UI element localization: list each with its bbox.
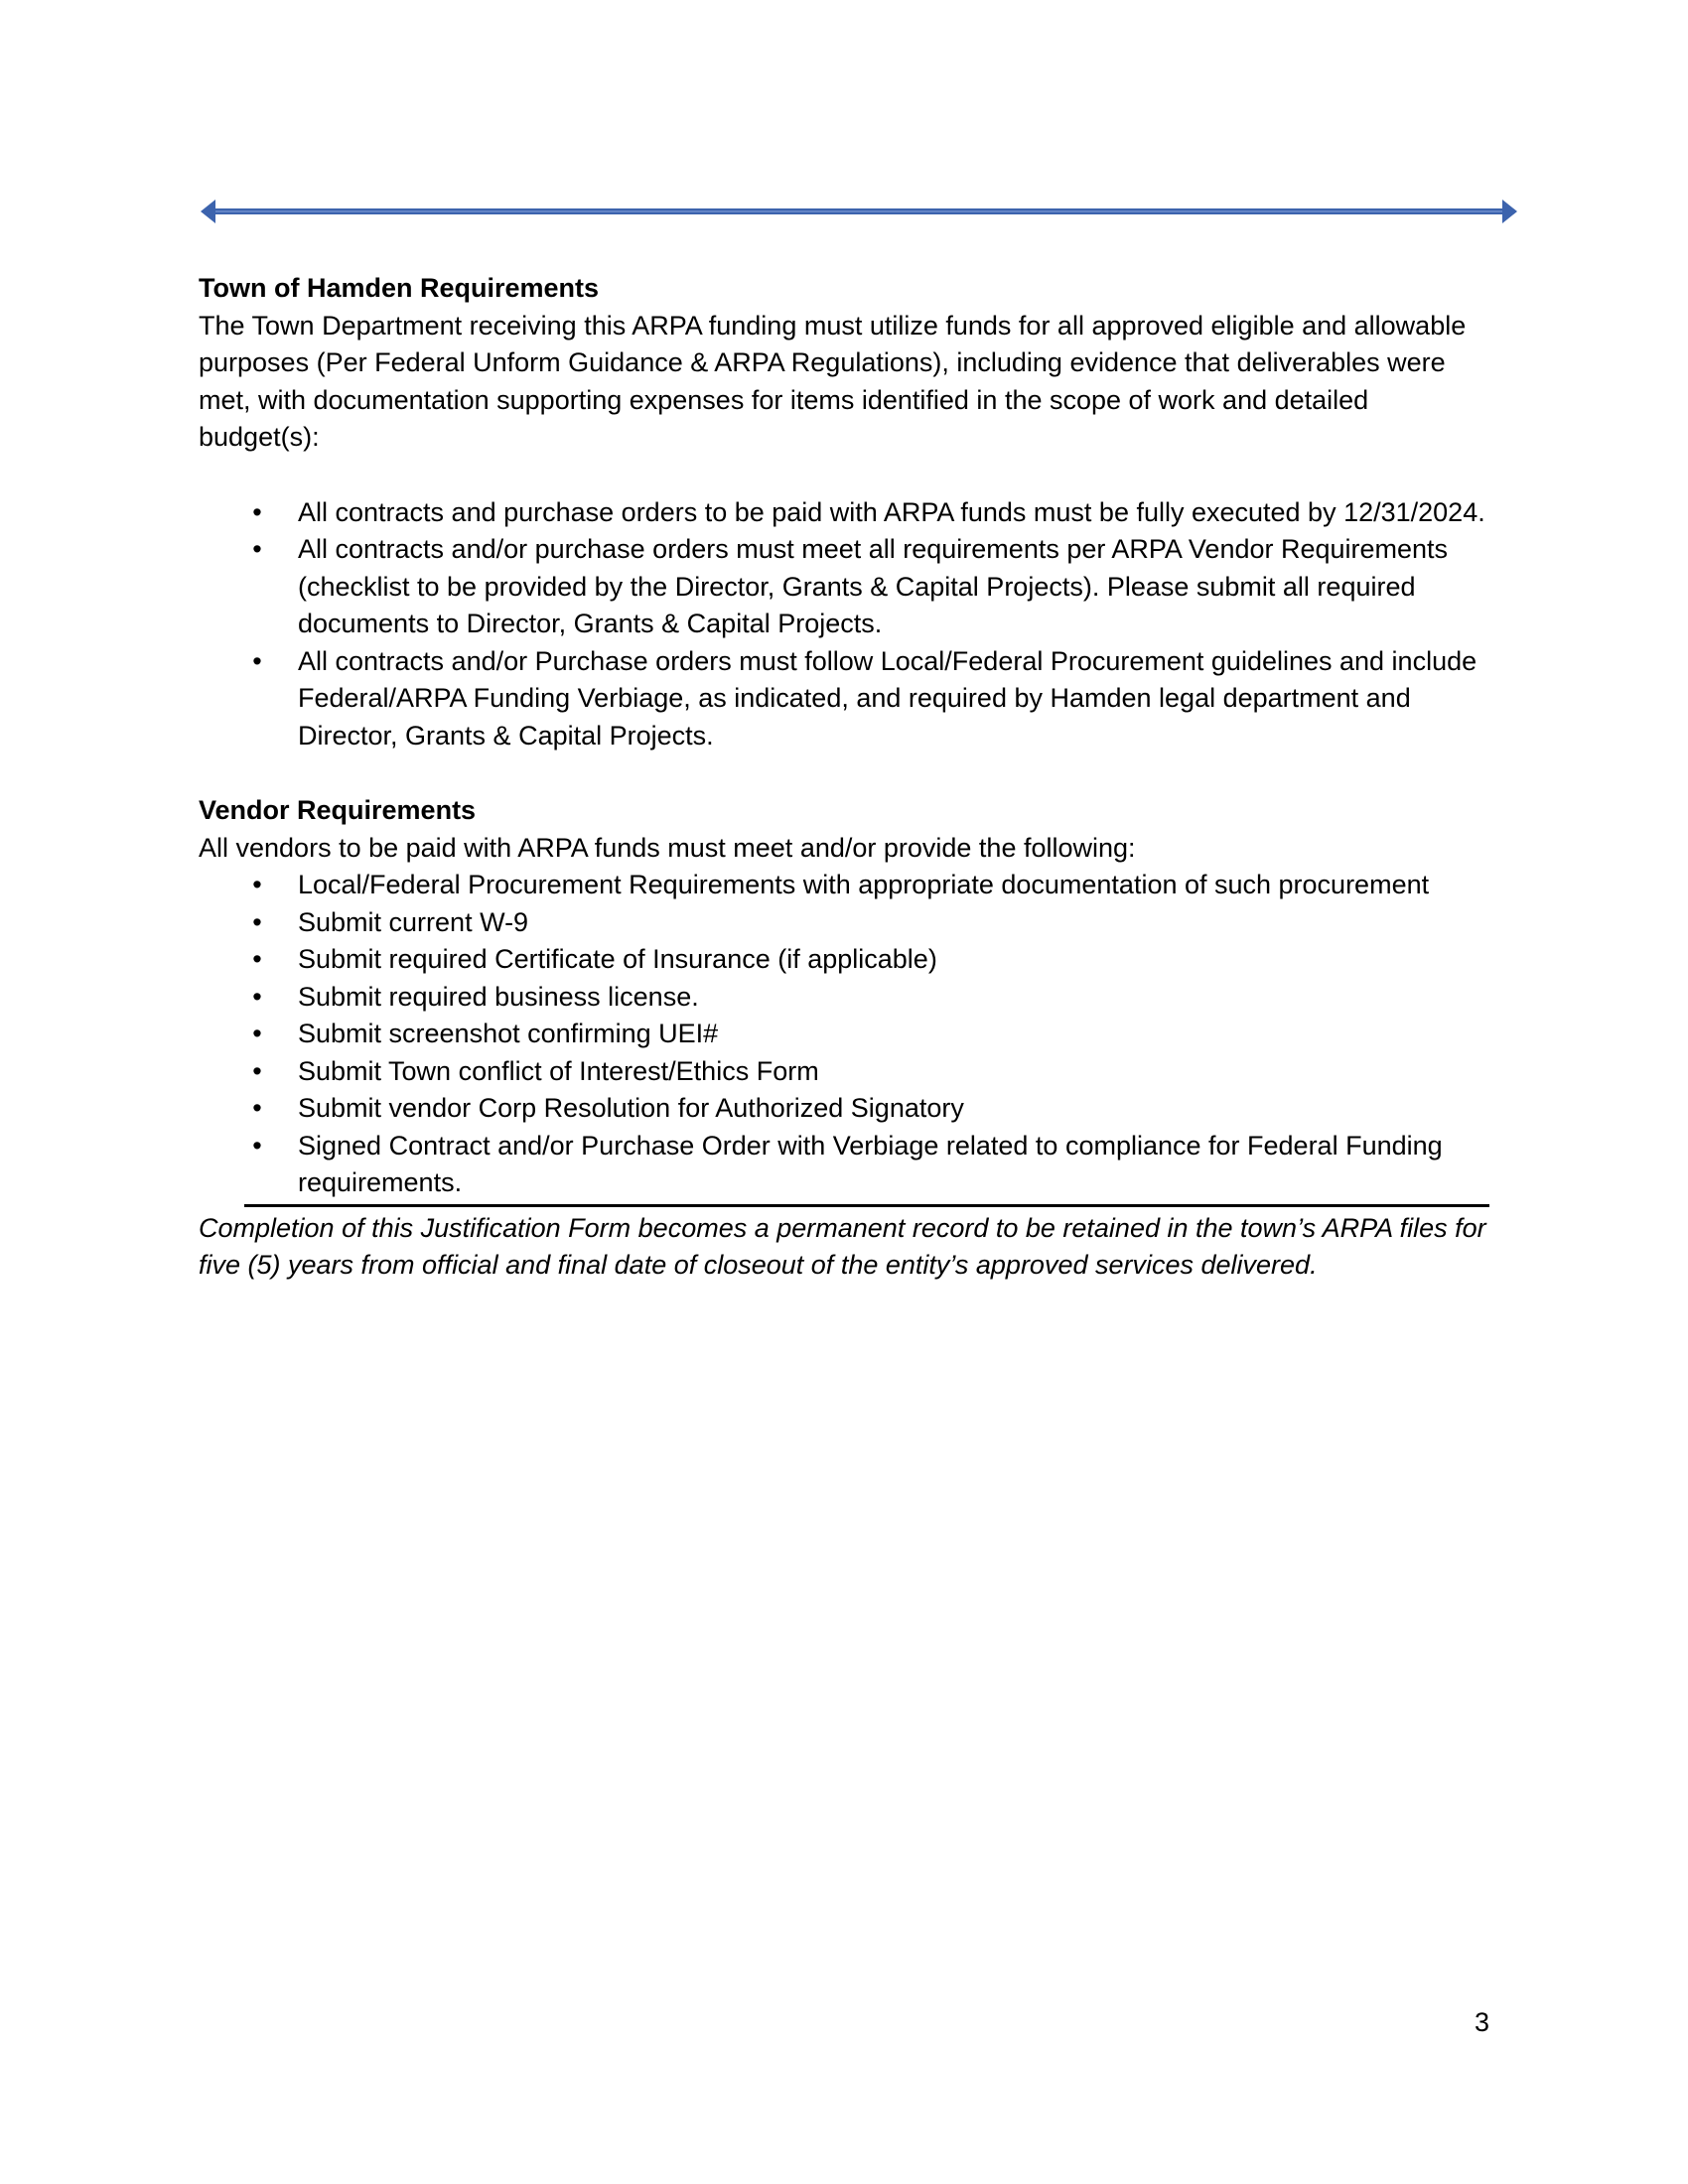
town-requirements-list	[199, 494, 1489, 755]
horizontal-rule	[244, 1204, 1489, 1207]
list-item: • All contracts and purchase orders to be paid with ARPA funds must be fully executed by 12/31/2024.	[199, 494, 1489, 532]
bullet-icon: •	[252, 534, 262, 564]
bullet-icon: •	[252, 981, 262, 1012]
bullet-icon: •	[252, 870, 262, 899]
town-requirements-intro: The Town Department receiving this ARPA funding must utilize funds for all approved eligible and allowable purposes (Per Federal Unform Guidance & ARPA Regulations), including evidence that deliverables were met, with documentation supporting expenses for items identified in the scope of work and detailed budget(s):	[199, 310, 1467, 452]
list-item: • Signed Contract and/or Purchase Order with Verbiage related to compliance for Federal Funding requirements.	[199, 1128, 1489, 1202]
list-item: • Submit vendor Corp Resolution for Authorized Signatory	[199, 1090, 1489, 1128]
vendor-requirements-heading: Vendor Requirements	[199, 795, 477, 825]
vendor-requirements-intro: All vendors to be paid with ARPA funds must meet and/or provide the following:	[199, 832, 1136, 863]
list-item: • All contracts and/or purchase orders must meet all requirements per ARPA Vendor Requirements (checklist to be provided by the Director, Grants & Capital Projects). Please submit all required documents to Director, Grants & Capital Projects.	[199, 531, 1489, 643]
list-item: • All contracts and/or Purchase orders must follow Local/Federal Procurement guidelines and include Federal/ARPA Funding Verbiage, as indicated, and required by Hamden legal department and Director, Grants & Capital Projects.	[199, 643, 1489, 755]
document-body	[199, 270, 1489, 1285]
vendor-requirements-section	[199, 792, 1489, 1202]
list-item: • Local/Federal Procurement Requirements with appropriate documentation of such procurement	[199, 867, 1489, 904]
bullet-icon: •	[252, 1019, 262, 1048]
bullet-icon: •	[252, 944, 262, 974]
town-requirements-heading: Town of Hamden Requirements	[199, 273, 600, 303]
bullet-icon: •	[252, 1093, 262, 1123]
bullet-icon: •	[252, 496, 262, 527]
list-item: • Submit current W-9	[199, 904, 1489, 942]
list-item: • Submit required Certificate of Insurance (if applicable)	[199, 941, 1489, 979]
bullet-icon: •	[252, 1055, 262, 1086]
vendor-requirements-list	[199, 867, 1489, 1202]
page-number: 3	[1474, 2007, 1489, 2037]
town-requirements-section	[199, 270, 1489, 754]
bullet-icon: •	[252, 645, 262, 676]
double-headed-arrow-icon	[199, 197, 1519, 226]
bullet-icon: •	[252, 1130, 262, 1160]
closing-note: Completion of this Justification Form becomes a permanent record to be retained in the town’s ARPA files for five (5) years from official and final date of closeout of the entity’s approved services delivered.	[199, 1212, 1486, 1280]
list-item: • Submit required business license.	[199, 979, 1489, 1017]
list-item: • Submit Town conflict of Interest/Ethics Form	[199, 1053, 1489, 1091]
list-item: • Submit screenshot confirming UEI#	[199, 1016, 1489, 1053]
bullet-icon: •	[252, 906, 262, 937]
